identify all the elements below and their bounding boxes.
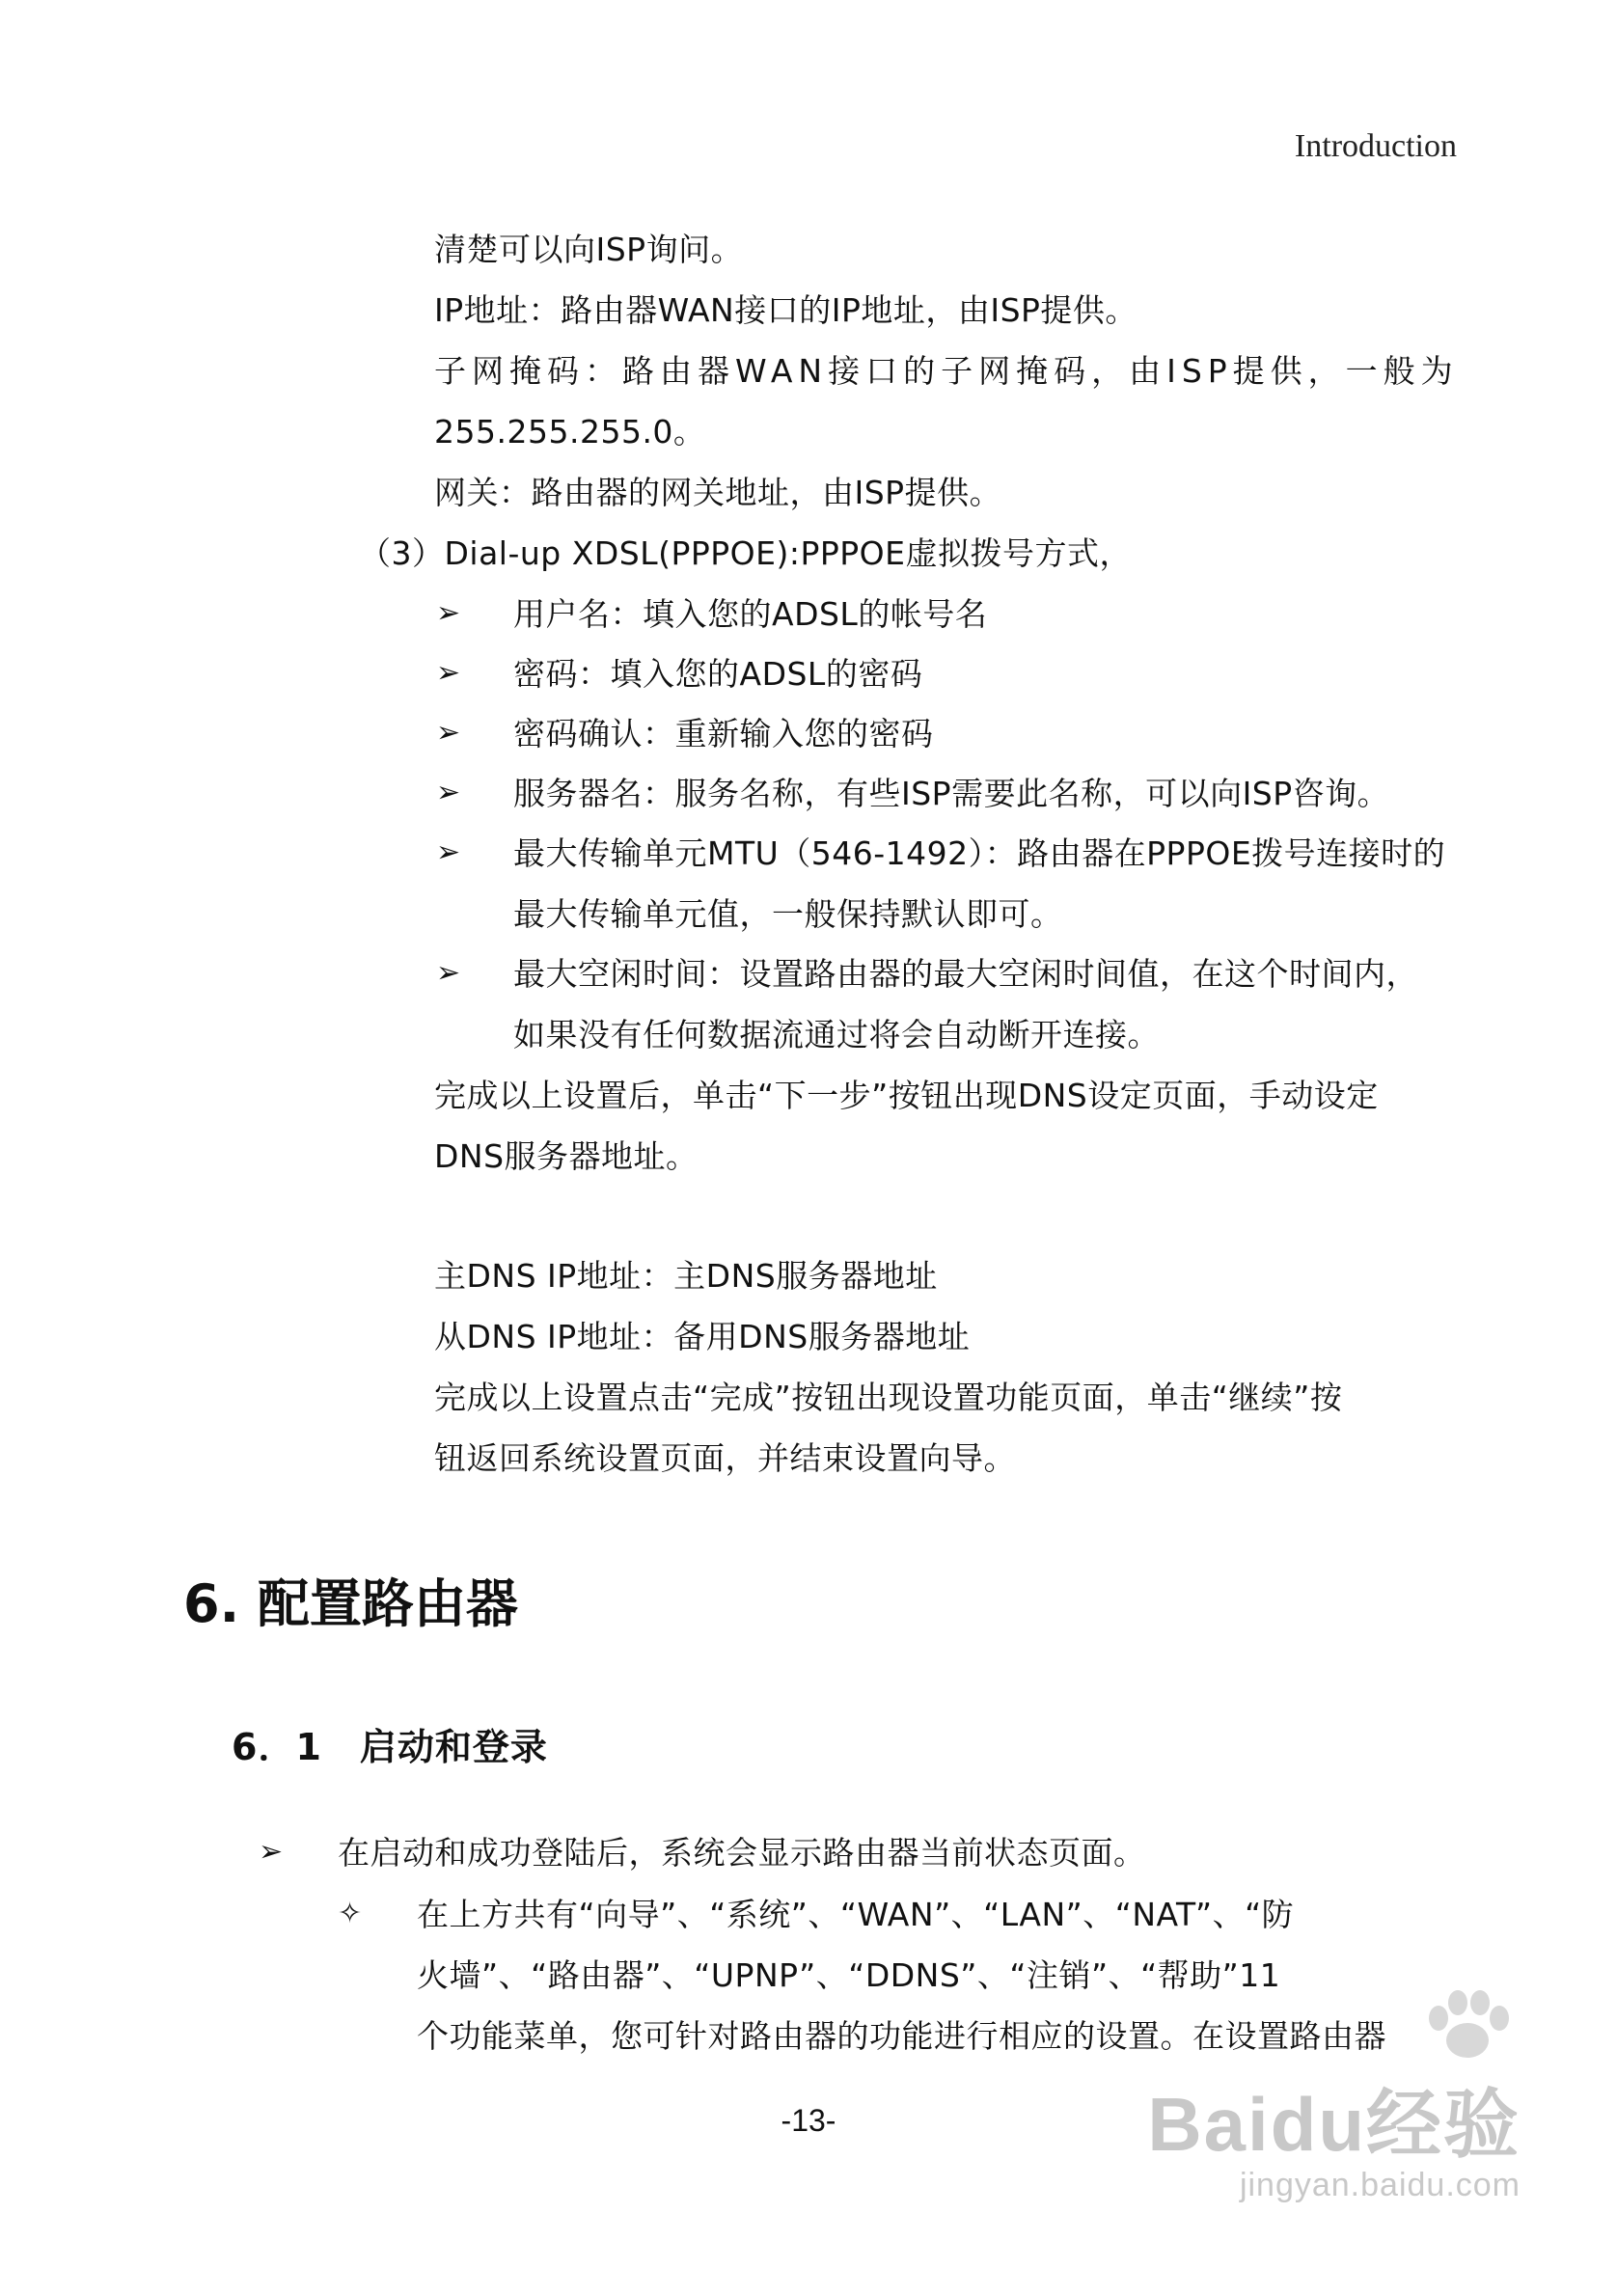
paragraph-line: 主DNS IP地址：主DNS服务器地址 [434,1257,938,1295]
arrow-bullet-icon: ➢ [436,956,461,990]
watermark [1147,2064,1521,2204]
arrow-bullet-icon: ➢ [436,835,461,869]
subsection-heading: 6．1 启动和登录 [232,1726,548,1768]
list-item: 最大传输单元MTU（546-1492）：路由器在PPPOE拨号连接时的 [513,834,1446,872]
paragraph-line: （3）Dial-up XDSL(PPPOE):PPPOE虚拟拨号方式， [359,534,1132,572]
running-header: Introduction [1294,128,1457,164]
list-item: 最大空闲时间：设置路由器的最大空闲时间值，在这个时间内， [513,955,1418,993]
paragraph-line: 清楚可以向ISP询问。 [434,231,744,268]
arrow-bullet-icon: ➢ [436,596,461,630]
arrow-bullet-icon: ➢ [436,716,461,750]
list-item-continuation: 火墙”、“路由器”、“UPNP”、“DDNS”、“注销”、“帮助”11 [417,1956,1281,1994]
diamond-bullet-icon: ✧ [338,1897,363,1930]
list-item-continuation: 如果没有任何数据流通过将会自动断开连接。 [513,1016,1160,1053]
paragraph-line: 网关：路由器的网关地址，由ISP提供。 [434,474,1002,511]
list-item: 服务器名：服务名称，有些ISP需要此名称，可以向ISP咨询。 [513,775,1390,812]
arrow-bullet-icon: ➢ [436,656,461,690]
paragraph-line: 完成以上设置点击“完成”按钮出现设置功能页面，单击“继续”按 [434,1379,1343,1416]
list-item-continuation: 最大传输单元值，一般保持默认即可。 [513,895,1063,933]
list-item: 在上方共有“向导”、“系统”、“WAN”、“LAN”、“NAT”、“防 [417,1896,1295,1933]
paw-logo-icon [1414,1987,1521,2064]
list-item: 在启动和成功登陆后，系统会显示路由器当前状态页面。 [338,1834,1146,1872]
watermark-brand: Baidu经验 [1147,2082,1521,2167]
list-item-continuation: 个功能菜单，您可针对路由器的功能进行相应的设置。在设置路由器 [417,2017,1386,2055]
list-item: 用户名：填入您的ADSL的帐号名 [513,595,988,633]
paragraph-line: IP地址：路由器WAN接口的IP地址，由ISP提供。 [434,291,1137,329]
paragraph-line: 钮返回系统设置页面，并结束设置向导。 [434,1439,1016,1477]
watermark-url: jingyan.baidu.com [1239,2167,1521,2203]
paragraph-line: 从DNS IP地址：备用DNS服务器地址 [434,1318,971,1355]
paragraph-line: 完成以上设置后，单击“下一步”按钮出现DNS设定页面，手动设定 [434,1077,1379,1114]
list-item: 密码：填入您的ADSL的密码 [513,655,923,693]
section-heading: 6. 配置路由器 [183,1573,518,1634]
paragraph-line: DNS服务器地址。 [434,1137,699,1175]
page-number: -13- [781,2103,836,2138]
arrow-bullet-icon: ➢ [436,776,461,809]
paragraph-line: 255.255.255.0。 [434,413,706,451]
list-item: 密码确认：重新输入您的密码 [513,715,934,752]
arrow-bullet-icon: ➢ [259,1835,284,1869]
paragraph-line: 子网掩码：路由器WAN接口的子网掩码，由ISP提供，一般为 [434,352,1459,390]
